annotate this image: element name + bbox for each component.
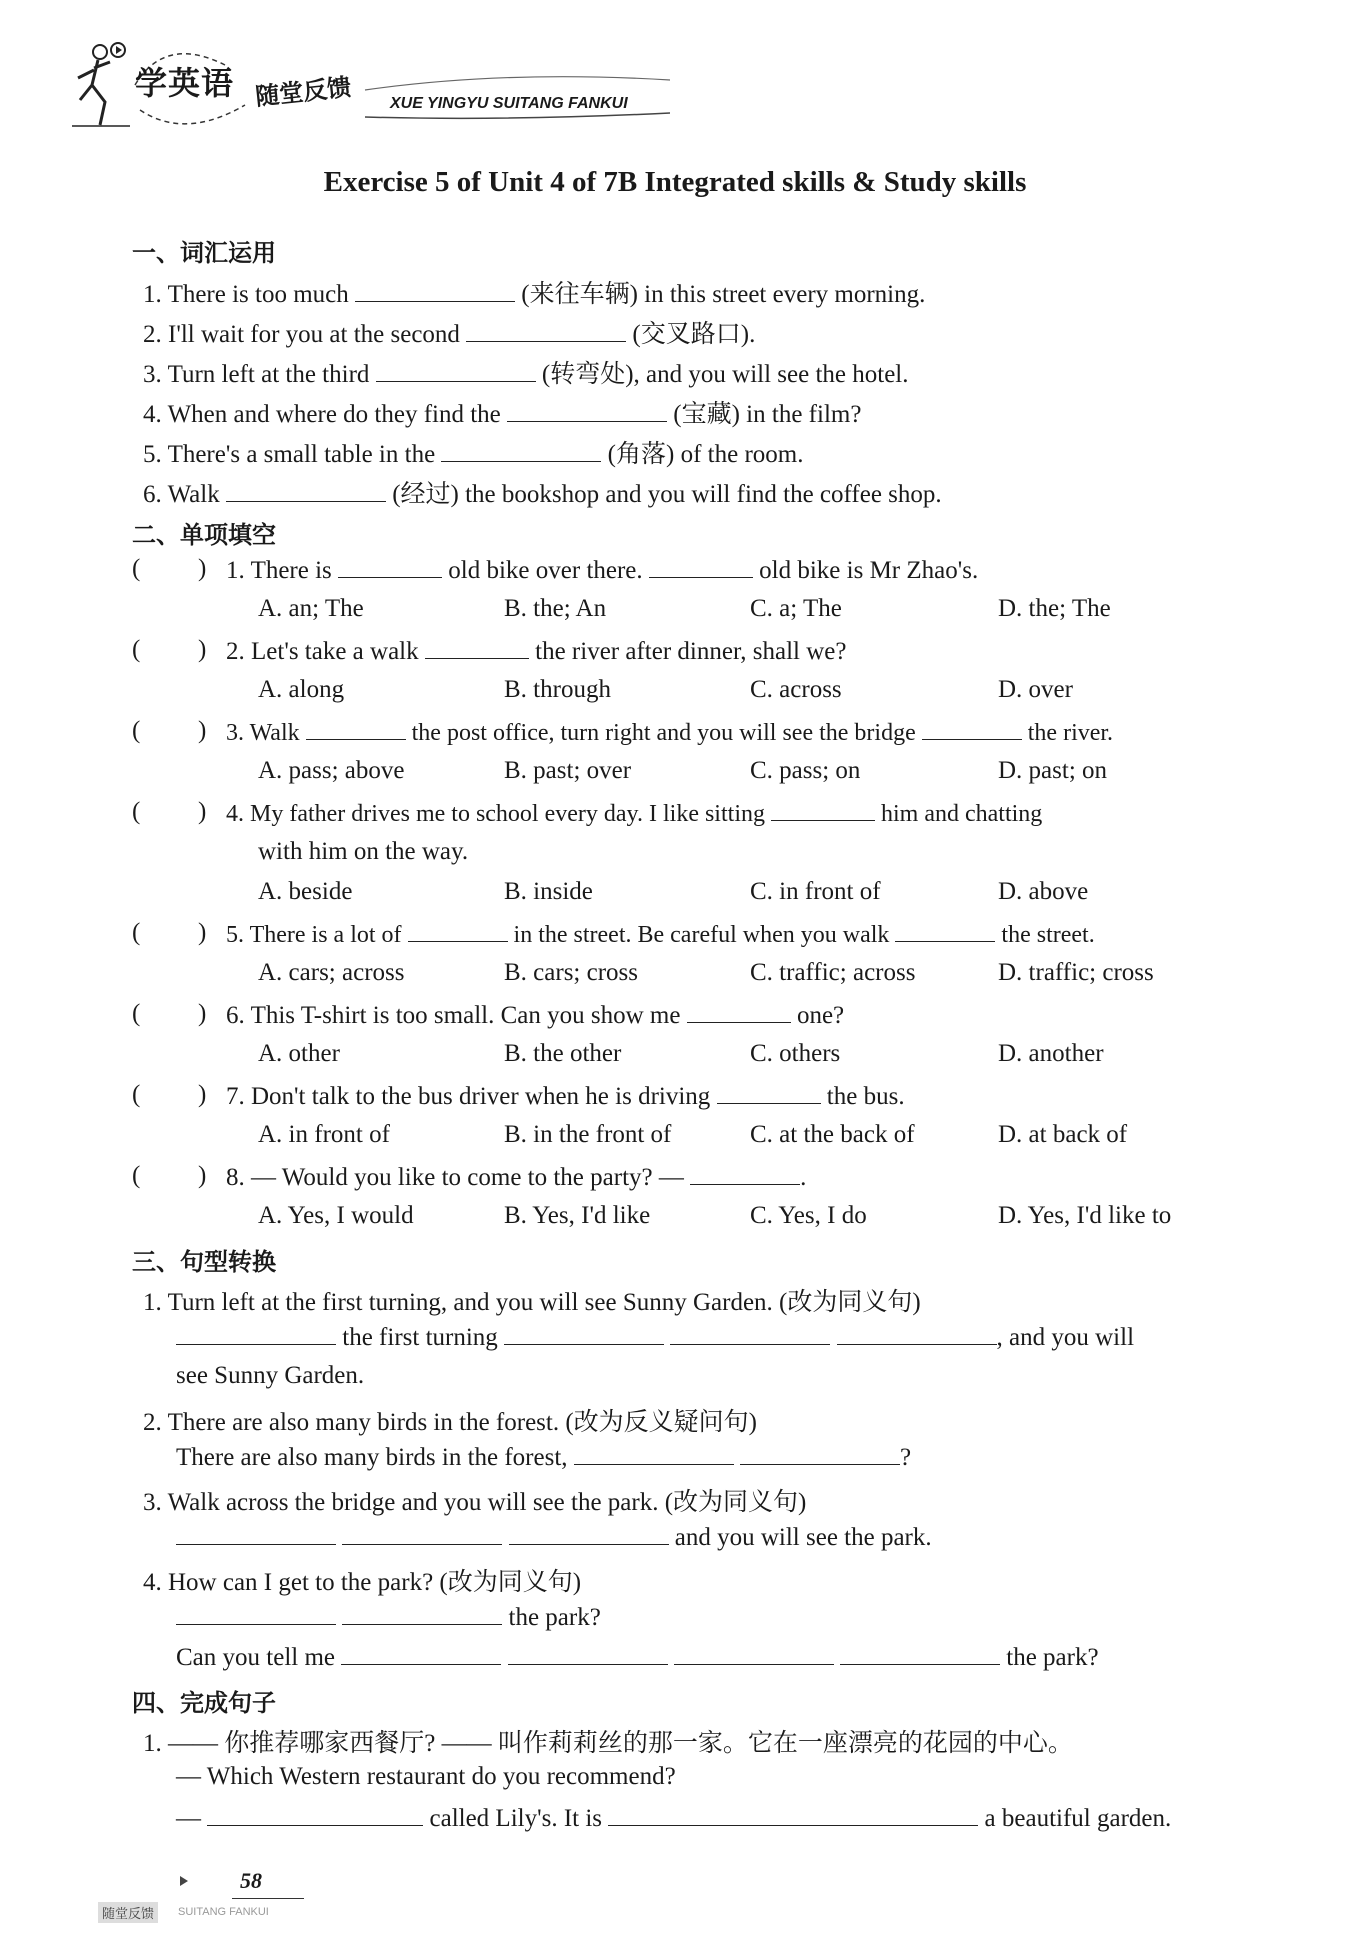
- answer-blank[interactable]: [342, 1602, 502, 1625]
- footer-divider: [232, 1898, 304, 1899]
- mc-question-3: [226, 717, 1113, 747]
- option-c[interactable]: C. in front of: [750, 878, 881, 905]
- answer-paren-open[interactable]: (: [132, 1162, 141, 1189]
- option-c[interactable]: C. Yes, I do: [750, 1202, 867, 1229]
- page-number: 58: [240, 1868, 262, 1893]
- option-d[interactable]: D. at back of: [998, 1121, 1128, 1148]
- option-c[interactable]: C. across: [750, 676, 842, 703]
- section-3-heading: 三、句型转换: [132, 1248, 276, 1276]
- answer-blank[interactable]: [574, 1442, 734, 1465]
- transform-item-1: [143, 1282, 921, 1318]
- logo-cn-text: 学英语: [135, 64, 235, 102]
- question-text: This T-shirt is too small. Can you show me: [250, 1002, 681, 1029]
- option-d[interactable]: D. another: [998, 1040, 1104, 1067]
- answer-blank[interactable]: [226, 479, 386, 502]
- answer-fixed-text: the first turning: [342, 1324, 498, 1351]
- answer-blank[interactable]: [441, 439, 601, 462]
- answer-blank[interactable]: [341, 1642, 501, 1665]
- item-prompt: Turn left at the first turning, and you will see Sunny Garden. (改为同义句): [167, 1289, 921, 1316]
- answer-paren-open[interactable]: (: [132, 1081, 141, 1108]
- vocab-stem: Walk: [167, 481, 220, 508]
- answer-blank[interactable]: [466, 319, 626, 342]
- answer-blank[interactable]: [507, 399, 667, 422]
- transform-item-3: [143, 1482, 806, 1518]
- question-number: 4.: [226, 801, 244, 827]
- answer-blank[interactable]: [508, 1642, 668, 1665]
- answer-blank[interactable]: [837, 1322, 997, 1345]
- transform-answer-3: [176, 1522, 932, 1552]
- answer-blank[interactable]: [408, 919, 508, 942]
- option-a[interactable]: A. beside: [258, 878, 353, 905]
- question-text: My father drives me to school every day. I like sitting: [250, 801, 765, 827]
- complete-item-1: [143, 1723, 1073, 1759]
- vocab-stem: When and where do they find the: [167, 401, 501, 428]
- page-title: Exercise 5 of Unit 4 of 7B Integrated skills & Study skills: [323, 166, 1027, 198]
- triangle-marker-icon: [178, 1874, 192, 1888]
- option-b[interactable]: B. inside: [504, 878, 593, 905]
- question-text: the post office, turn right and you will see the bridge: [411, 720, 916, 746]
- transform-item-2: [143, 1402, 757, 1438]
- answer-blank[interactable]: [176, 1522, 336, 1545]
- question-text: .: [800, 1164, 807, 1191]
- option-a[interactable]: A. in front of: [258, 1121, 390, 1148]
- answer-fixed-text: Can you tell me: [176, 1644, 335, 1671]
- vocab-item-6: [143, 474, 942, 510]
- answer-paren-close[interactable]: ): [198, 1000, 207, 1027]
- option-b[interactable]: B. the other: [504, 1040, 622, 1067]
- transform-item-4: [143, 1562, 581, 1598]
- answer-paren-open[interactable]: (: [132, 636, 141, 663]
- section-4-heading: 四、完成句子: [132, 1689, 276, 1717]
- question-number: 5.: [226, 922, 244, 948]
- mc-question-1: [226, 555, 978, 585]
- answer-paren-open[interactable]: (: [132, 1000, 141, 1027]
- mc-question-2: [226, 636, 847, 666]
- answer-fixed-text: ?: [900, 1444, 912, 1471]
- answer-blank[interactable]: [425, 636, 529, 659]
- question-text: the street.: [1001, 922, 1095, 948]
- answer-blank[interactable]: [690, 1162, 800, 1185]
- option-b[interactable]: B. cars; cross: [504, 959, 638, 986]
- answer-paren-close[interactable]: ): [198, 1081, 207, 1108]
- answer-blank[interactable]: [717, 1081, 821, 1104]
- header-logo: [70, 40, 670, 130]
- answer-blank[interactable]: [840, 1642, 1000, 1665]
- answer-blank[interactable]: [687, 1000, 791, 1023]
- question-number: 8.: [226, 1164, 245, 1191]
- question-text: Let's take a walk: [251, 638, 419, 665]
- vocab-number: 4.: [143, 401, 162, 428]
- mc-question-8: [226, 1162, 806, 1192]
- answer-fixed-text: and you will see the park.: [674, 1524, 932, 1551]
- option-d[interactable]: D. the; The: [998, 595, 1111, 622]
- answer-blank[interactable]: [670, 1322, 830, 1345]
- option-b[interactable]: B. in the front of: [504, 1121, 672, 1148]
- answer-paren-close[interactable]: ): [198, 555, 207, 582]
- vocab-stem: There's a small table in the: [167, 441, 436, 468]
- dash-mark: —: [176, 1805, 201, 1832]
- item-prompt: There are also many birds in the forest. (改为反义疑问句): [167, 1409, 757, 1436]
- question-text: the river after dinner, shall we?: [535, 638, 847, 665]
- item-number: 1.: [143, 1730, 162, 1757]
- answer-blank[interactable]: [608, 1803, 978, 1826]
- question-text: Walk: [249, 720, 300, 746]
- vocab-hint: (来往车辆) in this street every morning.: [521, 281, 926, 308]
- option-b[interactable]: B. through: [504, 676, 611, 703]
- vocab-hint: (转弯处), and you will see the hotel.: [541, 361, 909, 388]
- option-c[interactable]: C. at the back of: [750, 1121, 915, 1148]
- answer-paren-close[interactable]: ): [198, 1162, 207, 1189]
- answer-paren-close[interactable]: ): [198, 636, 207, 663]
- vocab-hint: (经过) the bookshop and you will find the coffee shop.: [392, 481, 942, 508]
- answer-blank[interactable]: [922, 717, 1022, 740]
- complete-line-2: — Which Western restaurant do you recommend?: [176, 1763, 676, 1790]
- question-text: old bike is Mr Zhao's.: [759, 557, 979, 584]
- question-number: 2.: [226, 638, 245, 665]
- answer-fixed-text: the park?: [508, 1604, 601, 1631]
- vocab-number: 3.: [143, 361, 162, 388]
- vocab-hint: (宝藏) in the film?: [673, 401, 862, 428]
- vocab-stem: There is too much: [167, 281, 349, 308]
- mc-question-4: [226, 798, 1042, 828]
- answer-fixed-text: the park?: [1006, 1644, 1099, 1671]
- answer-blank[interactable]: [509, 1522, 669, 1545]
- item-chinese-prompt: —— 你推荐哪家西餐厅? —— 叫作莉莉丝的那一家。它在一座漂亮的花园的中心。: [168, 1730, 1073, 1757]
- question-text: the bus.: [826, 1083, 905, 1110]
- option-b[interactable]: B. past; over: [504, 757, 632, 784]
- complete-line-3: [176, 1803, 1171, 1833]
- item-number: 1.: [143, 1289, 162, 1316]
- option-a[interactable]: A. an; The: [258, 595, 364, 622]
- vocab-number: 2.: [143, 321, 162, 348]
- question-text: one?: [796, 1002, 845, 1029]
- option-c[interactable]: C. others: [750, 1040, 841, 1067]
- answer-blank[interactable]: [504, 1322, 664, 1345]
- option-d[interactable]: D. past; on: [998, 757, 1108, 784]
- answer-blank[interactable]: [376, 359, 536, 382]
- transform-answer-1: [176, 1322, 1134, 1352]
- answer-blank[interactable]: [649, 555, 753, 578]
- vocab-item-5: [143, 434, 803, 470]
- item-prompt: How can I get to the park? (改为同义句): [168, 1569, 582, 1596]
- question-number: 1.: [226, 557, 245, 584]
- vocab-hint: (交叉路口).: [632, 321, 756, 348]
- question-text: Don't talk to the bus driver when he is driving: [251, 1083, 711, 1110]
- answer-paren-close[interactable]: ): [198, 798, 207, 825]
- option-b[interactable]: B. Yes, I'd like: [504, 1202, 651, 1229]
- answer-paren-close[interactable]: ): [198, 717, 207, 744]
- option-a[interactable]: A. along: [258, 676, 345, 703]
- logo-en-text: XUE YINGYU SUITANG FANKUI: [390, 95, 628, 112]
- vocab-stem: Turn left at the third: [167, 361, 370, 388]
- question-text: — Would you like to come to the party? —: [251, 1164, 684, 1191]
- footer-tag-en: SUITANG FANKUI: [178, 1906, 269, 1918]
- answer-fixed-text: , and you will: [996, 1324, 1135, 1351]
- section-1-heading: 一、词汇运用: [132, 239, 276, 267]
- answer-fixed-text: There are also many birds in the forest,: [176, 1444, 568, 1471]
- answer-blank[interactable]: [674, 1642, 834, 1665]
- logo-cn2-text: 随堂反馈: [254, 73, 353, 111]
- answer-blank[interactable]: [355, 279, 515, 302]
- option-c[interactable]: C. traffic; across: [750, 959, 916, 986]
- option-c[interactable]: C. a; The: [750, 595, 842, 622]
- answer-blank[interactable]: [338, 555, 442, 578]
- option-d[interactable]: D. above: [998, 878, 1089, 905]
- question-number: 3.: [226, 720, 244, 746]
- option-a[interactable]: A. pass; above: [258, 757, 405, 784]
- item-number: 4.: [143, 1569, 162, 1596]
- vocab-item-4: [143, 394, 861, 430]
- option-a[interactable]: A. other: [258, 1040, 340, 1067]
- vocab-stem: I'll wait for you at the second: [168, 321, 460, 348]
- answer-paren-close[interactable]: ): [198, 919, 207, 946]
- question-text: in the street. Be careful when you walk: [513, 922, 890, 948]
- question-number: 7.: [226, 1083, 245, 1110]
- vocab-item-2: [143, 314, 755, 350]
- option-d[interactable]: D. Yes, I'd like to: [998, 1202, 1172, 1229]
- vocab-item-1: [143, 274, 925, 310]
- mc-question-6: [226, 1000, 844, 1030]
- answer-blank[interactable]: [895, 919, 995, 942]
- option-d[interactable]: D. traffic; cross: [998, 959, 1154, 986]
- answer-paren-open[interactable]: (: [132, 798, 141, 825]
- mc-question-5: [226, 919, 1095, 949]
- question-number: 6.: [226, 1002, 245, 1029]
- vocab-item-3: [143, 354, 909, 390]
- answer-blank[interactable]: [176, 1602, 336, 1625]
- item-number: 3.: [143, 1489, 162, 1516]
- answer-paren-open[interactable]: (: [132, 919, 141, 946]
- answer-blank[interactable]: [740, 1442, 900, 1465]
- answer-fixed-text: a beautiful garden.: [984, 1805, 1172, 1832]
- question-text: the river.: [1027, 720, 1114, 746]
- transform-answer-4a: [176, 1602, 601, 1632]
- transform-answer-1-cont: see Sunny Garden.: [176, 1362, 365, 1389]
- vocab-number: 6.: [143, 481, 162, 508]
- option-c[interactable]: C. pass; on: [750, 757, 861, 784]
- option-a[interactable]: A. cars; across: [258, 959, 405, 986]
- answer-paren-open[interactable]: (: [132, 555, 141, 582]
- footer-tag: 随堂反馈: [98, 1902, 158, 1923]
- section-2-heading: 二、单项填空: [132, 521, 276, 549]
- question-text-cont: with him on the way.: [258, 838, 469, 865]
- item-number: 2.: [143, 1409, 162, 1436]
- mc-question-7: [226, 1081, 905, 1111]
- question-text: him and chatting: [880, 801, 1043, 827]
- question-text: old bike over there.: [448, 557, 643, 584]
- option-d[interactable]: D. over: [998, 676, 1073, 703]
- answer-blank[interactable]: [771, 798, 875, 821]
- answer-blank[interactable]: [306, 717, 406, 740]
- answer-blank[interactable]: [207, 1803, 423, 1826]
- vocab-number: 1.: [143, 281, 162, 308]
- vocab-number: 5.: [143, 441, 162, 468]
- answer-blank[interactable]: [342, 1522, 502, 1545]
- question-text: There is: [250, 557, 332, 584]
- answer-blank[interactable]: [176, 1322, 336, 1345]
- transform-answer-2: [176, 1442, 911, 1472]
- answer-paren-open[interactable]: (: [132, 717, 141, 744]
- vocab-hint: (角落) of the room.: [607, 441, 804, 468]
- transform-answer-4b: [176, 1642, 1099, 1672]
- option-b[interactable]: B. the; An: [504, 595, 607, 622]
- answer-fixed-text: called Lily's. It is: [429, 1805, 603, 1832]
- item-prompt: Walk across the bridge and you will see the park. (改为同义句): [167, 1489, 807, 1516]
- question-text: There is a lot of: [249, 922, 402, 948]
- option-a[interactable]: A. Yes, I would: [258, 1202, 414, 1229]
